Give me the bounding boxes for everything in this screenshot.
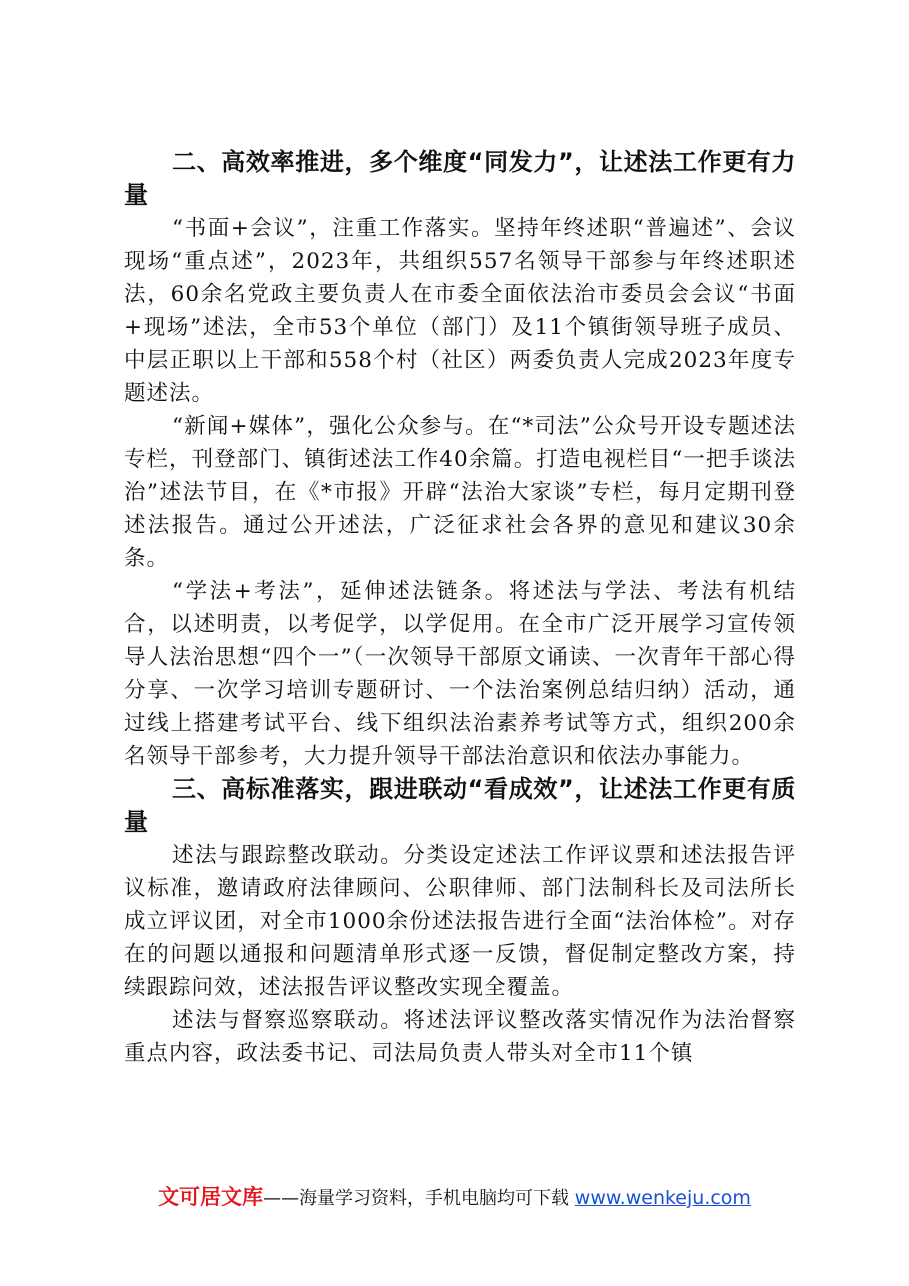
paragraph: 述法与跟踪整改联动。分类设定述法工作评议票和述法报告评议标准，邀请政府法律顾问、公职律师、部门法制科长及司法所长成立评议团，对全市1000余份述法报告进行全面“法治体检”。对存在的问题以通报和问题清单形式逐一反馈，督促制定整改方案，持续跟踪问效，述法报告评议整改实现全覆盖。	[124, 843, 796, 1000]
document-body	[124, 146, 796, 1070]
footer-banner	[0, 1181, 909, 1211]
section-3-heading: 三、高标准落实，跟进联动“看成效”，让述法工作更有质量	[124, 775, 796, 836]
section-2-heading: 二、高效率推进，多个维度“同发力”，让述法工作更有力量	[124, 148, 796, 209]
paragraph: “学法+考法”，延伸述法链条。将述法与学法、考法有机结合，以述明责，以考促学，以学促用。在全市广泛开展学习宣传领导人法治思想“四个一”（一次领导干部原文诵读、一次青年干部心得分享、一次学习培训专题研讨、一个法治案例总结归纳）活动，通过线上搭建考试平台、线下组织法治素养考试等方式，组织200余名领导干部参考，大力提升领导干部法治意识和依法办事能力。	[124, 579, 796, 769]
brand-name: 文可居文库	[158, 1185, 264, 1209]
footer-tagline: ——海量学习资料，手机电脑均可下载	[263, 1188, 570, 1209]
paragraph: 述法与督察巡察联动。将述法评议整改落实情况作为法治督察重点内容，政法委书记、司法局负责人带头对全市11个镇	[124, 1008, 796, 1066]
paragraph: “新闻+媒体”，强化公众参与。在“*司法”公众号开设专题述法专栏，刊登部门、镇街述法工作40余篇。打造电视栏目“一把手谈法治”述法节目，在《*市报》开辟“法治大家谈”专栏，每月定期刊登述法报告。通过公开述法，广泛征求社会各界的意见和建议30余条。	[124, 414, 796, 571]
website-link[interactable]: www.wenkeju.com	[574, 1187, 751, 1209]
paragraph: “书面+会议”，注重工作落实。坚持年终述职“普遍述”、会议现场“重点述”，2023年，共组织557名领导干部参与年终述职述法，60余名党政主要负责人在市委全面依法治市委员会会议“书面+现场”述法，全市53个单位（部门）及11个镇街领导班子成员、中层正职以上干部和558个村（社区）两委负责人完成2023年度专题述法。	[124, 216, 796, 406]
